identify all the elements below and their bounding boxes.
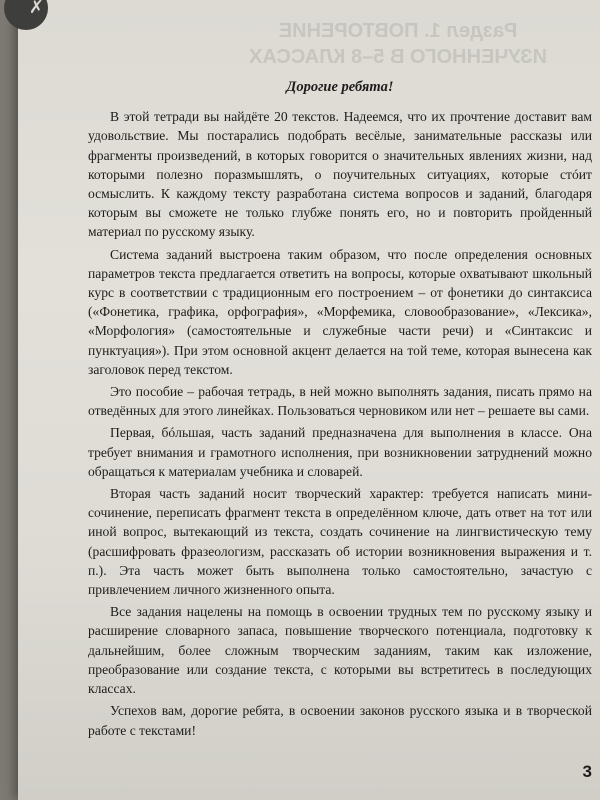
paragraph-5: Вторая часть заданий носит творческий характер: требуется написать мини-сочинение, переписать фрагмент текста в определённом ключе, дать ответ на тот или иной вопрос, вытекающий из текста, создать сочинение на лингвистическую тему (расшифровать фразеологизм, рассказать об истории возникновения выражения и т. п.). Эта часть может быть выполнена только самостоятельно, зачастую с привлечением личного жизненного опыта.: [88, 486, 592, 598]
show-through-text: Раздел 1. ПОВТОРЕНИЕ ИЗУЧЕННОГО В 5–8 КЛАССАХ: [249, 20, 547, 68]
page-number: 3: [582, 762, 592, 781]
paragraph-2: Система заданий выстроена таким образом, что после определения основных параметров текста предлагается ответить на вопросы, которые охватывают школьный курс в соответствии с традиционным его построением – от фонетики до синтаксиса («Фонетика, графика, орфография», «Морфемика, словообразование», «Лексика», «Морфология» (самостоятельные и служебные части речи) и «Синтаксис и пунктуация»). При этом основной акцент делается на той теме, которая вынесена как заголовок перед текстом.: [88, 246, 592, 377]
paragraph-4: Первая, бóльшая, часть заданий предназначена для выполнения в классе. Она требует внимания и грамотного исполнения, при возникновении затруднений можно обращаться к материалам учебника и словарей.: [88, 425, 592, 479]
paragraph-3: Это пособие – рабочая тетрадь, в ней можно выполнять задания, писать прямо на отведённых для этого линейках. Пользоваться черновиком или нет – решаете вы сами.: [88, 384, 592, 419]
preface-title: Дорогие ребята!: [286, 79, 394, 95]
paragraph-6: Все задания нацелены на помощь в освоении трудных тем по русскому языку и расширение словарного запаса, повышение творческого потенциала, подготовку к дальнейшим, более сложным творческим заданиям, таким как изложение, преобразование или создание текста, с которыми вы встретитесь в последующих классах.: [88, 604, 592, 697]
corner-x-icon: ✗: [4, 0, 48, 30]
paragraph-1: В этой тетради вы найдёте 20 текстов. Надеемся, что их прочтение доставит вам удовольствие. Мы постарались подобрать весёлые, занимательные рассказы или фрагменты произведений, в которых говорится о значительных явлениях жизни, над которыми полезно поразмышлять, о поучительных ситуациях, которые стóит осмыслить. К каждому тексту разработана система вопросов и заданий, благодаря которым вы сможете не только глубже понять его, но и повторить пройденный материал по русскому языку.: [88, 109, 592, 240]
preface-content: [88, 78, 592, 743]
book-page: [18, 0, 600, 800]
paragraph-7: Успехов вам, дорогие ребята, в освоении законов русского языка и в творческой работе с текстами!: [88, 703, 592, 738]
